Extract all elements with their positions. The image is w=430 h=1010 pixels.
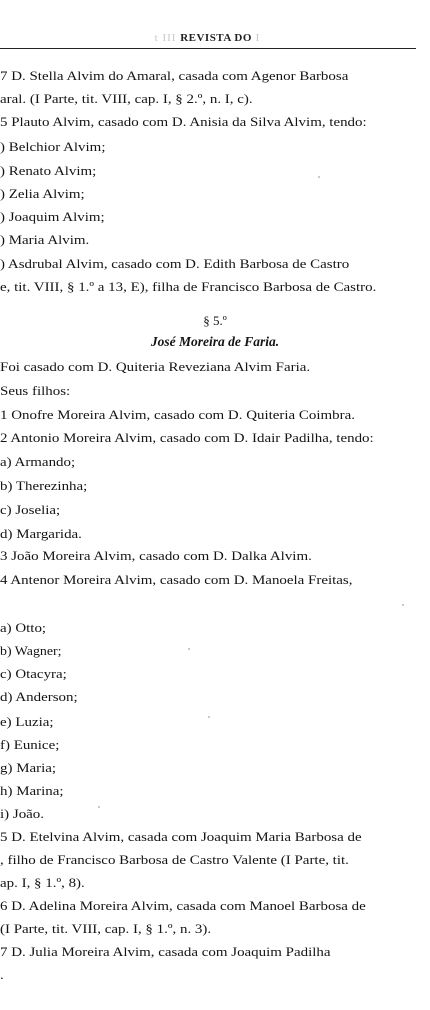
text-line: b) Wagner; bbox=[0, 643, 62, 658]
text-line: f) Eunice; bbox=[0, 737, 60, 752]
text-line: h) Marina; bbox=[0, 783, 64, 798]
header-rule bbox=[0, 48, 416, 49]
text-line: ) Joaquim Alvim; bbox=[0, 209, 105, 224]
text-line: Foi casado com D. Quiteria Reveziana Alvim Faria. bbox=[0, 359, 311, 374]
text-line: ) Zelia Alvim; bbox=[0, 186, 85, 201]
scan-speck bbox=[318, 176, 320, 178]
section-number: § 5.º bbox=[203, 313, 227, 328]
text-line: a) Otto; bbox=[0, 620, 47, 635]
text-line: c) Otacyra; bbox=[0, 666, 67, 681]
text-line: . bbox=[0, 967, 4, 982]
text-line: 3 João Moreira Alvim, casado com D. Dalka Alvim. bbox=[0, 548, 312, 563]
scan-speck bbox=[402, 604, 404, 606]
text-line: 6 D. Adelina Moreira Alvim, casada com Manoel Barbosa de bbox=[0, 898, 366, 913]
running-head-title: REVISTA DO bbox=[180, 32, 252, 44]
text-line: ) Renato Alvim; bbox=[0, 163, 97, 178]
text-line: aral. (I Parte, tit. VIII, cap. I, § 2.º, n. I, c). bbox=[0, 91, 253, 106]
text-line: e) Luzia; bbox=[0, 714, 54, 729]
scan-speck bbox=[98, 806, 100, 808]
text-line: ) Maria Alvim. bbox=[0, 232, 90, 247]
text-line: ) Asdrubal Alvim, casado com D. Edith Barbosa de Castro bbox=[0, 256, 350, 271]
text-line: 5 Plauto Alvim, casado com D. Anisia da Silva Alvim, tendo: bbox=[0, 114, 367, 129]
text-line: ap. I, § 1.º, 8). bbox=[0, 875, 85, 890]
text-line: e, tit. VIII, § 1.º a 13, E), filha de Francisco Barbosa de Castro. bbox=[0, 279, 377, 294]
text-line: 7 D. Julia Moreira Alvim, casada com Joaquim Padilha bbox=[0, 944, 331, 959]
text-line: c) Joselia; bbox=[0, 502, 61, 517]
text-line: d) Anderson; bbox=[0, 689, 78, 704]
text-line: i) João. bbox=[0, 806, 45, 821]
running-head bbox=[0, 32, 415, 44]
scan-speck bbox=[188, 648, 190, 650]
running-head-faded-left: t III bbox=[154, 32, 181, 44]
text-line: 7 D. Stella Alvim do Amaral, casada com Agenor Barbosa bbox=[0, 68, 349, 83]
scan-speck bbox=[208, 716, 210, 718]
text-line: d) Margarida. bbox=[0, 526, 82, 541]
text-line: (I Parte, tit. VIII, cap. I, § 1.º, n. 3). bbox=[0, 921, 212, 936]
text-line: 4 Antenor Moreira Alvim, casado com D. Manoela Freitas, bbox=[0, 572, 353, 587]
section-heading: José Moreira de Faria. bbox=[150, 334, 280, 349]
text-line: , filho de Francisco Barbosa de Castro Valente (I Parte, tit. bbox=[0, 852, 349, 867]
text-line: 2 Antonio Moreira Alvim, casado com D. Idair Padilha, tendo: bbox=[0, 430, 374, 445]
text-line: Seus filhos: bbox=[0, 383, 71, 398]
text-line: ) Belchior Alvim; bbox=[0, 139, 106, 154]
text-line: g) Maria; bbox=[0, 760, 57, 775]
text-line: a) Armando; bbox=[0, 454, 76, 469]
running-head-faded-right: I bbox=[251, 32, 261, 44]
text-line: 1 Onofre Moreira Alvim, casado com D. Quiteria Coimbra. bbox=[0, 407, 355, 422]
text-line: 5 D. Etelvina Alvim, casada com Joaquim Maria Barbosa de bbox=[0, 829, 362, 844]
text-line: b) Therezinha; bbox=[0, 478, 88, 493]
